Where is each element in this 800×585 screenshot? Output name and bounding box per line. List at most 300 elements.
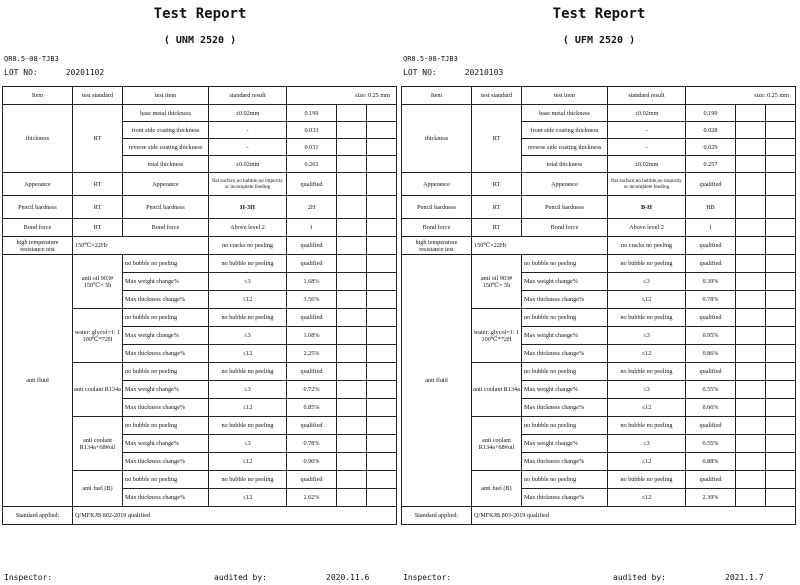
empty-cell xyxy=(337,255,367,273)
empty-cell xyxy=(736,417,766,435)
hightemp-label: high temperature resistance test xyxy=(402,237,472,255)
report-title: Test Report xyxy=(153,6,247,22)
empty-cell xyxy=(766,291,796,309)
lot-number xyxy=(403,68,503,77)
fluid-label: anti fluid xyxy=(3,255,73,507)
report-model: ( UNM 2520 ) xyxy=(163,35,237,46)
empty-cell xyxy=(337,453,367,471)
thickness-label: thickness xyxy=(402,105,472,173)
empty-cell xyxy=(367,237,397,255)
empty-cell xyxy=(337,139,367,156)
appearance-label: Apperance xyxy=(3,173,73,196)
empty-cell xyxy=(766,196,796,219)
fluid-value: qualified xyxy=(287,255,337,273)
empty-cell xyxy=(736,291,766,309)
empty-cell xyxy=(337,489,367,507)
empty-cell xyxy=(766,273,796,291)
empty-cell xyxy=(367,255,397,273)
fluid-spec: no bubble no peeling xyxy=(209,417,287,435)
table-row xyxy=(3,219,397,237)
bond-standard: RT xyxy=(73,219,123,237)
table-row xyxy=(402,173,796,196)
thickness-value: 0.257 xyxy=(686,156,736,173)
bond-spec: Above level 2 xyxy=(608,219,686,237)
header-standard-result: standard result xyxy=(209,87,287,105)
fluid-value: 0.78% xyxy=(287,435,337,453)
fluid-value: qualified xyxy=(287,417,337,435)
empty-cell xyxy=(337,327,367,345)
fluid-item: Max weight change% xyxy=(522,435,608,453)
empty-cell xyxy=(736,105,766,122)
report-ufm xyxy=(401,0,797,585)
bond-label: Bond force xyxy=(402,219,472,237)
empty-cell xyxy=(337,105,367,122)
table-row xyxy=(3,173,397,196)
empty-cell xyxy=(766,309,796,327)
empty-cell xyxy=(337,399,367,417)
empty-cell xyxy=(337,219,367,237)
pencil-label: Pencil hardness xyxy=(402,196,472,219)
fluid-spec: no bubble no peeling xyxy=(608,255,686,273)
empty-cell xyxy=(736,309,766,327)
fluid-item: Max weight change% xyxy=(522,327,608,345)
audited-label: audited by: xyxy=(214,573,267,582)
fluid-item: Max thickness change% xyxy=(522,399,608,417)
report-date: 2021.1.7 xyxy=(725,573,764,582)
fluid-spec: ≤3 xyxy=(209,381,287,399)
fluid-item: Max thickness change% xyxy=(123,291,209,309)
fluid-spec: no bubble no peeling xyxy=(608,417,686,435)
thickness-spec: ±0.02mm xyxy=(608,105,686,122)
fluid-value: 0.78% xyxy=(686,291,736,309)
table-row xyxy=(402,196,796,219)
pencil-value: HB xyxy=(686,196,736,219)
empty-cell xyxy=(337,173,367,196)
lot-label: LOT NO: xyxy=(403,68,437,77)
report-title: Test Report xyxy=(552,6,646,22)
header-test-item: test item xyxy=(522,87,608,105)
empty-cell xyxy=(766,237,796,255)
fluid-spec: ≤3 xyxy=(608,327,686,345)
fluid-spec: ≤12 xyxy=(608,291,686,309)
fluid-spec: no bubble no peeling xyxy=(608,363,686,381)
empty-cell xyxy=(766,345,796,363)
empty-cell xyxy=(766,255,796,273)
fluid-spec: ≤12 xyxy=(209,345,287,363)
hightemp-value: qualified xyxy=(287,237,337,255)
appearance-spec: flat surface,no bubble,no impurity or incomplete feeding xyxy=(209,173,287,196)
empty-cell xyxy=(766,471,796,489)
audited-label: audited by: xyxy=(613,573,666,582)
pencil-standard: RT xyxy=(73,196,123,219)
empty-cell xyxy=(367,453,397,471)
fluid-spec: ≤12 xyxy=(209,399,287,417)
empty-cell xyxy=(766,453,796,471)
test-table xyxy=(401,86,796,525)
empty-cell xyxy=(766,417,796,435)
empty-cell xyxy=(736,453,766,471)
empty-cell xyxy=(736,173,766,196)
empty-cell xyxy=(766,173,796,196)
fluid-value: 0.86% xyxy=(686,345,736,363)
bond-label: Bond force xyxy=(3,219,73,237)
fluid-spec: ≤12 xyxy=(608,453,686,471)
empty-cell xyxy=(367,489,397,507)
fluid-condition: anti fuel (B) xyxy=(73,471,123,507)
pencil-spec: H-3H xyxy=(209,196,287,219)
thickness-spec: - xyxy=(608,122,686,139)
fluid-item: Max weight change% xyxy=(123,273,209,291)
thickness-value: 0.263 xyxy=(287,156,337,173)
fluid-item: Max weight change% xyxy=(522,381,608,399)
pencil-standard: RT xyxy=(472,196,522,219)
table-row xyxy=(402,507,796,525)
fluid-item: Max weight change% xyxy=(123,435,209,453)
empty-cell xyxy=(736,255,766,273)
empty-cell xyxy=(337,435,367,453)
fluid-value: 0.95% xyxy=(686,327,736,345)
fluid-item: no bubble no peeling xyxy=(522,471,608,489)
lot-label: LOT NO: xyxy=(4,68,38,77)
header-item: Item xyxy=(402,87,472,105)
empty-cell xyxy=(367,327,397,345)
fluid-condition: anti fuel (B) xyxy=(472,471,522,507)
fluid-label: anti fluid xyxy=(402,255,472,507)
thickness-standard: RT xyxy=(472,105,522,173)
fluid-value: qualified xyxy=(287,471,337,489)
pencil-item: Pencil hardness xyxy=(123,196,209,219)
fluid-spec: ≤3 xyxy=(608,273,686,291)
empty-cell xyxy=(367,471,397,489)
fluid-item: Max thickness change% xyxy=(123,453,209,471)
standard-applied-value: Q/MFKJB 802-2019 qualified xyxy=(73,507,397,525)
thickness-value: 0.199 xyxy=(287,105,337,122)
empty-cell xyxy=(367,363,397,381)
fluid-value: 0.90% xyxy=(287,453,337,471)
empty-cell xyxy=(766,435,796,453)
fluid-item: Max thickness change% xyxy=(522,489,608,507)
empty-cell xyxy=(337,156,367,173)
empty-cell xyxy=(736,139,766,156)
table-row xyxy=(3,237,397,255)
hightemp-value: qualified xyxy=(686,237,736,255)
thickness-value: 0.199 xyxy=(686,105,736,122)
thickness-item: reverse side coating thickness xyxy=(522,139,608,156)
fluid-condition: anti oil 903# 150℃× 5h xyxy=(472,255,522,309)
empty-cell xyxy=(736,219,766,237)
empty-cell xyxy=(337,237,367,255)
pencil-value: 2H xyxy=(287,196,337,219)
lot-value: 20210103 xyxy=(464,68,504,77)
empty-cell xyxy=(736,363,766,381)
thickness-item: reverse side coating thickness xyxy=(123,139,209,156)
lot-number xyxy=(4,68,104,77)
inspector-label: Inspector: xyxy=(403,573,452,582)
header-item: Item xyxy=(3,87,73,105)
table-row xyxy=(3,255,397,273)
thickness-spec: ±0.02mm xyxy=(209,156,287,173)
thickness-spec: - xyxy=(209,122,287,139)
fluid-value: qualified xyxy=(686,255,736,273)
hightemp-label: high temperature resistance test xyxy=(3,237,73,255)
table-row xyxy=(3,507,397,525)
fluid-spec: no bubble no peeling xyxy=(209,363,287,381)
test-table xyxy=(2,86,397,525)
table-row xyxy=(3,196,397,219)
fluid-value: 0.55% xyxy=(686,435,736,453)
document-code: QR8.5-08-TJB3 xyxy=(4,55,59,63)
fluid-item: no bubble no peeling xyxy=(123,417,209,435)
empty-cell xyxy=(736,156,766,173)
fluid-spec: ≤12 xyxy=(209,489,287,507)
empty-cell xyxy=(736,435,766,453)
fluid-value: 3.56% xyxy=(287,291,337,309)
hightemp-condition: 150℃×22Hr xyxy=(472,237,608,255)
pencil-item: Pencil hardness xyxy=(522,196,608,219)
thickness-value: 0.028 xyxy=(686,122,736,139)
fluid-item: no bubble no peeling xyxy=(123,309,209,327)
empty-cell xyxy=(337,309,367,327)
fluid-item: Max thickness change% xyxy=(522,291,608,309)
fluid-spec: no bubble no peeling xyxy=(608,309,686,327)
hightemp-spec: no cracks no peeling xyxy=(209,237,287,255)
empty-cell xyxy=(766,363,796,381)
fluid-condition: anti coolant R134a+68#oil xyxy=(472,417,522,471)
thickness-item: total thickness xyxy=(522,156,608,173)
document-code: QR8.5-08-TJB3 xyxy=(403,55,458,63)
fluid-spec: no bubble no peeling xyxy=(608,471,686,489)
fluid-condition: anti coolant R134a+68#oil xyxy=(73,417,123,471)
empty-cell xyxy=(736,273,766,291)
hightemp-spec: no cracks no peeling xyxy=(608,237,686,255)
fluid-condition: anti coolant R134a xyxy=(73,363,123,417)
empty-cell xyxy=(766,105,796,122)
fluid-spec: ≤12 xyxy=(209,291,287,309)
bond-spec: Above level 2 xyxy=(209,219,287,237)
fluid-item: no bubble no peeling xyxy=(522,417,608,435)
fluid-item: no bubble no peeling xyxy=(522,255,608,273)
empty-cell xyxy=(766,489,796,507)
inspector-label: Inspector: xyxy=(4,573,53,582)
bond-value: 1 xyxy=(287,219,337,237)
pencil-spec: B-H xyxy=(608,196,686,219)
empty-cell xyxy=(367,291,397,309)
table-row xyxy=(3,105,397,122)
fluid-spec: ≤3 xyxy=(608,381,686,399)
fluid-value: 2.62% xyxy=(287,489,337,507)
fluid-item: Max weight change% xyxy=(522,273,608,291)
empty-cell xyxy=(367,196,397,219)
fluid-condition: water: glycol=1: 1 100℃*72H xyxy=(472,309,522,363)
fluid-item: Max weight change% xyxy=(123,381,209,399)
fluid-item: Max thickness change% xyxy=(123,345,209,363)
fluid-item: Max thickness change% xyxy=(123,489,209,507)
header-size: size: 0.25 mm xyxy=(686,87,796,105)
empty-cell xyxy=(337,471,367,489)
thickness-spec: ±0.02mm xyxy=(608,156,686,173)
appearance-value: qualified xyxy=(287,173,337,196)
empty-cell xyxy=(337,363,367,381)
empty-cell xyxy=(766,327,796,345)
table-header-row xyxy=(3,87,397,105)
header-size: size: 0.25 mm xyxy=(287,87,397,105)
appearance-item: Apperance xyxy=(522,173,608,196)
fluid-spec: no bubble no peeling xyxy=(209,471,287,489)
thickness-spec: - xyxy=(608,139,686,156)
fluid-spec: ≤3 xyxy=(209,435,287,453)
fluid-condition: anti oil 903# 150℃× 5h xyxy=(73,255,123,309)
fluid-item: no bubble no peeling xyxy=(123,363,209,381)
thickness-label: thickness xyxy=(3,105,73,173)
fluid-value: 0.55% xyxy=(686,381,736,399)
header-standard: test standard xyxy=(472,87,522,105)
empty-cell xyxy=(367,309,397,327)
empty-cell xyxy=(736,471,766,489)
fluid-condition: water: glycol=1: 1 100℃*72H xyxy=(73,309,123,363)
hightemp-condition: 150℃×22Hr xyxy=(73,237,209,255)
appearance-item: Apperance xyxy=(123,173,209,196)
empty-cell xyxy=(367,435,397,453)
empty-cell xyxy=(766,399,796,417)
empty-cell xyxy=(367,139,397,156)
fluid-value: qualified xyxy=(686,417,736,435)
fluid-value: 0.85% xyxy=(287,399,337,417)
fluid-spec: no bubble no peeling xyxy=(209,309,287,327)
thickness-item: total thickness xyxy=(123,156,209,173)
empty-cell xyxy=(766,156,796,173)
fluid-item: Max thickness change% xyxy=(522,453,608,471)
fluid-spec: ≤12 xyxy=(608,489,686,507)
standard-applied-value: Q/MFKJB 803-2019 qualified xyxy=(472,507,796,525)
bond-standard: RT xyxy=(472,219,522,237)
empty-cell xyxy=(736,381,766,399)
bond-value: 1 xyxy=(686,219,736,237)
empty-cell xyxy=(367,417,397,435)
header-standard: test standard xyxy=(73,87,123,105)
thickness-item: base metal thickness xyxy=(522,105,608,122)
appearance-value: qualified xyxy=(686,173,736,196)
empty-cell xyxy=(367,105,397,122)
empty-cell xyxy=(337,273,367,291)
header-standard-result: standard result xyxy=(608,87,686,105)
empty-cell xyxy=(337,381,367,399)
report-unm xyxy=(2,0,398,585)
empty-cell xyxy=(367,399,397,417)
standard-applied-label: Standard applied: xyxy=(3,507,73,525)
fluid-item: no bubble no peeling xyxy=(123,255,209,273)
empty-cell xyxy=(367,173,397,196)
lot-value: 20201102 xyxy=(65,68,105,77)
fluid-value: 0.88% xyxy=(686,453,736,471)
empty-cell xyxy=(766,139,796,156)
empty-cell xyxy=(736,399,766,417)
fluid-spec: no bubble no peeling xyxy=(209,255,287,273)
fluid-spec: ≤3 xyxy=(608,435,686,453)
fluid-spec: ≤3 xyxy=(209,273,287,291)
report-date: 2020.11.6 xyxy=(326,573,370,582)
fluid-value: 1.68% xyxy=(287,273,337,291)
empty-cell xyxy=(337,291,367,309)
fluid-spec: ≤12 xyxy=(209,453,287,471)
appearance-spec: flat surface,no bubble,no impurity or incomplete feeding xyxy=(608,173,686,196)
empty-cell xyxy=(766,122,796,139)
header-test-item: test item xyxy=(123,87,209,105)
fluid-value: qualified xyxy=(686,309,736,327)
appearance-label: Apperance xyxy=(402,173,472,196)
fluid-item: Max thickness change% xyxy=(123,399,209,417)
empty-cell xyxy=(337,345,367,363)
fluid-value: qualified xyxy=(686,363,736,381)
thickness-item: base metal thickness xyxy=(123,105,209,122)
empty-cell xyxy=(337,196,367,219)
table-row xyxy=(402,105,796,122)
empty-cell xyxy=(367,122,397,139)
empty-cell xyxy=(736,345,766,363)
empty-cell xyxy=(736,489,766,507)
fluid-value: 0.66% xyxy=(686,399,736,417)
fluid-value: 0.39% xyxy=(686,273,736,291)
empty-cell xyxy=(367,345,397,363)
fluid-value: qualified xyxy=(287,309,337,327)
fluid-item: no bubble no peeling xyxy=(123,471,209,489)
empty-cell xyxy=(736,196,766,219)
fluid-condition: anti coolant R134a xyxy=(472,363,522,417)
fluid-spec: ≤12 xyxy=(608,399,686,417)
fluid-item: Max weight change% xyxy=(123,327,209,345)
bond-item: Bond force xyxy=(123,219,209,237)
empty-cell xyxy=(367,273,397,291)
empty-cell xyxy=(337,122,367,139)
thickness-item: front side coating thickness xyxy=(123,122,209,139)
thickness-spec: - xyxy=(209,139,287,156)
empty-cell xyxy=(367,156,397,173)
empty-cell xyxy=(766,381,796,399)
fluid-item: no bubble no peeling xyxy=(522,363,608,381)
table-row xyxy=(402,237,796,255)
table-row xyxy=(402,219,796,237)
empty-cell xyxy=(736,122,766,139)
bond-item: Bond force xyxy=(522,219,608,237)
thickness-item: front side coating thickness xyxy=(522,122,608,139)
standard-applied-label: Standard applied: xyxy=(402,507,472,525)
fluid-item: Max thickness change% xyxy=(522,345,608,363)
empty-cell xyxy=(736,327,766,345)
fluid-item: no bubble no peeling xyxy=(522,309,608,327)
empty-cell xyxy=(367,219,397,237)
empty-cell xyxy=(337,417,367,435)
thickness-value: 0.033 xyxy=(287,122,337,139)
appearance-standard: RT xyxy=(73,173,123,196)
fluid-value: qualified xyxy=(287,363,337,381)
thickness-spec: ±0.02mm xyxy=(209,105,287,122)
report-model: ( UFM 2520 ) xyxy=(562,35,636,46)
thickness-value: 0.029 xyxy=(686,139,736,156)
empty-cell xyxy=(367,381,397,399)
fluid-spec: ≤12 xyxy=(608,345,686,363)
table-row xyxy=(402,255,796,273)
fluid-value: qualified xyxy=(686,471,736,489)
fluid-value: 2.39% xyxy=(686,489,736,507)
fluid-value: 1.08% xyxy=(287,327,337,345)
pencil-label: Pencil hardness xyxy=(3,196,73,219)
empty-cell xyxy=(736,237,766,255)
fluid-spec: ≤3 xyxy=(209,327,287,345)
thickness-value: 0.031 xyxy=(287,139,337,156)
fluid-value: 2.25% xyxy=(287,345,337,363)
fluid-value: 0.72% xyxy=(287,381,337,399)
table-header-row xyxy=(402,87,796,105)
thickness-standard: RT xyxy=(73,105,123,173)
